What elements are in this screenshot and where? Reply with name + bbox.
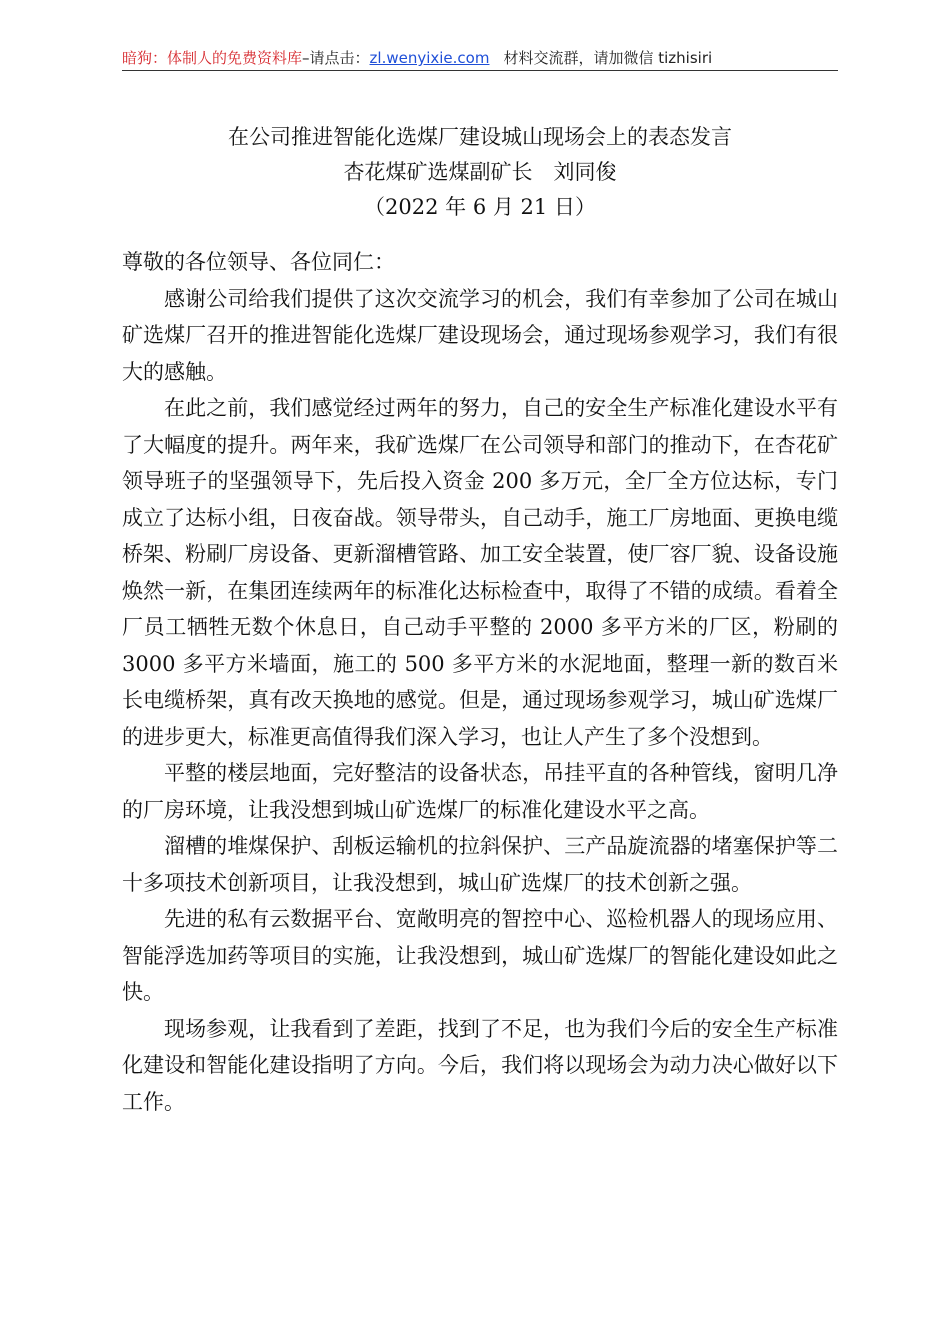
- salutation: 尊敬的各位领导、各位同仁：: [122, 250, 395, 274]
- document-title: 在公司推进智能化选煤厂建设城山现场会上的表态发言: [228, 125, 732, 149]
- page-header: [122, 46, 838, 70]
- document-body: [122, 244, 838, 1120]
- header-click-label: –请点击：: [302, 49, 370, 67]
- paragraph: 先进的私有云数据平台、宽敞明亮的智控中心、巡检机器人的现场应用、智能浮选加药等项目的实施，让我没想到，城山矿选煤厂的智能化建设如此之快。: [122, 907, 838, 1004]
- speaker-line: 杏花煤矿选煤副矿长 刘同俊: [343, 160, 617, 184]
- paragraph: 平整的楼层地面，完好整洁的设备状态，吊挂平直的各种管线，窗明几净的厂房环境，让我没想到城山矿选煤厂的标准化建设水平之高。: [122, 761, 838, 822]
- header-promo: 暗狗：体制人的免费资料库: [122, 49, 303, 67]
- header-divider: [122, 70, 838, 71]
- header-group-info: 材料交流群，请加微信 tizhisiri: [503, 49, 713, 67]
- paragraph: 溜槽的堆煤保护、刮板运输机的拉斜保护、三产品旋流器的堵塞保护等二十多项技术创新项目，让我没想到，城山矿选煤厂的技术创新之强。: [122, 834, 838, 895]
- title-block: [122, 120, 838, 225]
- paragraph: 现场参观，让我看到了差距，找到了不足，也为我们今后的安全生产标准化建设和智能化建设指明了方向。今后，我们将以现场会为动力决心做好以下工作。: [122, 1016, 838, 1114]
- paragraph: 感谢公司给我们提供了这次交流学习的机会，我们有幸参加了公司在城山矿选煤厂召开的推进智能化选煤厂建设现场会，通过现场参观学习，我们有很大的感触。: [122, 286, 838, 384]
- paragraph: 在此之前，我们感觉经过两年的努力，自己的安全生产标准化建设水平有了大幅度的提升。两年来，我矿选煤厂在公司领导和部门的推动下，在杏花矿领导班子的坚强领导下，先后投入资金 200 多万元，全厂全方位达标，专门成立了达标小组，日夜奋战。领导带头，自己动手，施工厂房地面、更换电缆桥架、粉刷厂房设备、更新溜槽管路、加工安全装置，使厂容厂貌、设备设施焕然一新，在集团连续两年的标准化达标检查中，取得了不错的成绩。看着全厂员工牺牲无数个休息日，自己动手平整的 2000 多平方米的厂区，粉刷的 3000 多平方米墙面，施工的 500 多平方米的水泥地面，整理一新的数百米长电缆桥架，真有改天换地的感觉。但是，通过现场参观学习，城山矿选煤厂的进步更大，标准更高值得我们深入学习，也让人产生了多个没想到。: [122, 396, 838, 749]
- header-link[interactable]: zl.wenyixie.com: [369, 49, 490, 67]
- speech-date: （2022 年 6 月 21 日）: [364, 195, 596, 219]
